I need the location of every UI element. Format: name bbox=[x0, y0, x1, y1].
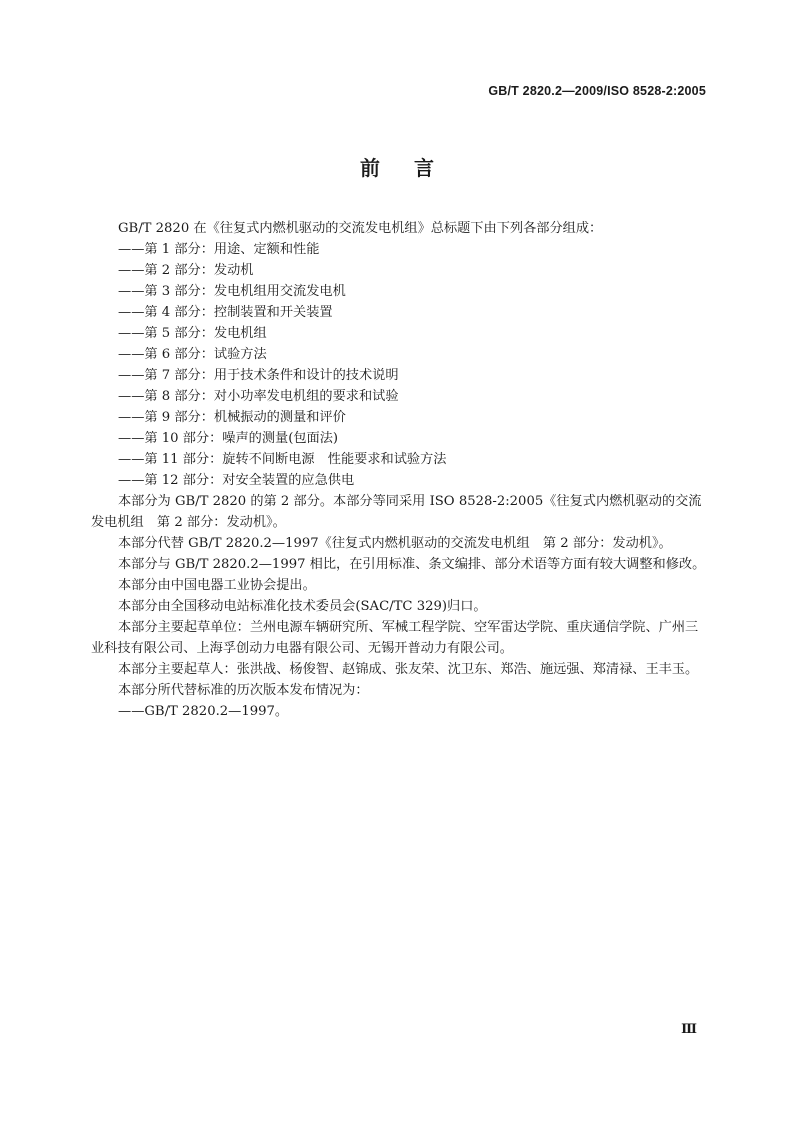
part-list-item: ——第 12 部分：对安全装置的应急供电 bbox=[118, 473, 355, 488]
part-list-item: ——第 1 部分：用途、定额和性能 bbox=[118, 242, 320, 257]
history-list-item: ——GB/T 2820.2—1997。 bbox=[118, 704, 289, 719]
standard-code-header: GB/T 2820.2—2009/ISO 8528-2:2005 bbox=[488, 84, 706, 98]
part-list-item: ——第 3 部分：发电机组用交流发电机 bbox=[118, 284, 346, 299]
part-list-item: ——第 7 部分：用于技术条件和设计的技术说明 bbox=[118, 368, 399, 383]
part-list-item: ——第 8 部分：对小功率发电机组的要求和试验 bbox=[118, 389, 399, 404]
paragraph-changes: 本部分与 GB/T 2820.2—1997 相比，在引用标准、条文编排、部分术语等方面有较大调整和修改。 bbox=[118, 557, 706, 572]
paragraph-replaces: 本部分代替 GB/T 2820.2—1997《往复式内燃机驱动的交流发电机组 第 2 部分：发动机》。 bbox=[118, 536, 672, 551]
part-list-item: ——第 6 部分：试验方法 bbox=[118, 347, 267, 362]
paragraph-drafting-units-line-2: 业科技有限公司、上海孚创动力电器有限公司、无锡开普动力有限公司。 bbox=[91, 641, 513, 656]
part-list-item: ——第 9 部分：机械振动的测量和评价 bbox=[118, 410, 346, 425]
page-number: Ⅲ bbox=[681, 1022, 697, 1037]
paragraph-committee: 本部分由全国移动电站标准化技术委员会(SAC/TC 329)归口。 bbox=[118, 599, 487, 614]
part-list-item: ——第 11 部分：旋转不间断电源 性能要求和试验方法 bbox=[118, 452, 447, 467]
paragraph-scope-line-1: 本部分为 GB/T 2820 的第 2 部分。本部分等同采用 ISO 8528-2:2005《往复式内燃机驱动的交流 bbox=[118, 494, 702, 509]
part-list-item: ——第 2 部分：发动机 bbox=[118, 263, 254, 278]
foreword-body bbox=[91, 218, 705, 722]
paragraph-scope-line-2: 发电机组 第 2 部分：发动机》。 bbox=[91, 515, 286, 530]
paragraph-history: 本部分所代替标准的历次版本发布情况为： bbox=[118, 683, 369, 698]
part-list-item: ——第 10 部分：噪声的测量(包面法) bbox=[118, 431, 339, 446]
paragraph-drafting-units-line-1: 本部分主要起草单位：兰州电源车辆研究所、军械工程学院、空军雷达学院、重庆通信学院、广州三 bbox=[118, 620, 699, 635]
page-title: 前言 bbox=[360, 156, 468, 180]
part-list-item: ——第 4 部分：控制装置和开关装置 bbox=[118, 305, 333, 320]
part-list-item: ——第 5 部分：发电机组 bbox=[118, 326, 267, 341]
paragraph-drafters: 本部分主要起草人：张洪战、杨俊智、赵锦成、张友荣、沈卫东、郑浩、施远强、郑清禄、王丰玉。 bbox=[118, 662, 699, 677]
paragraph-proposed-by: 本部分由中国电器工业协会提出。 bbox=[118, 578, 316, 593]
intro-line: GB/T 2820 在《往复式内燃机驱动的交流发电机组》总标题下由下列各部分组成： bbox=[118, 221, 603, 236]
